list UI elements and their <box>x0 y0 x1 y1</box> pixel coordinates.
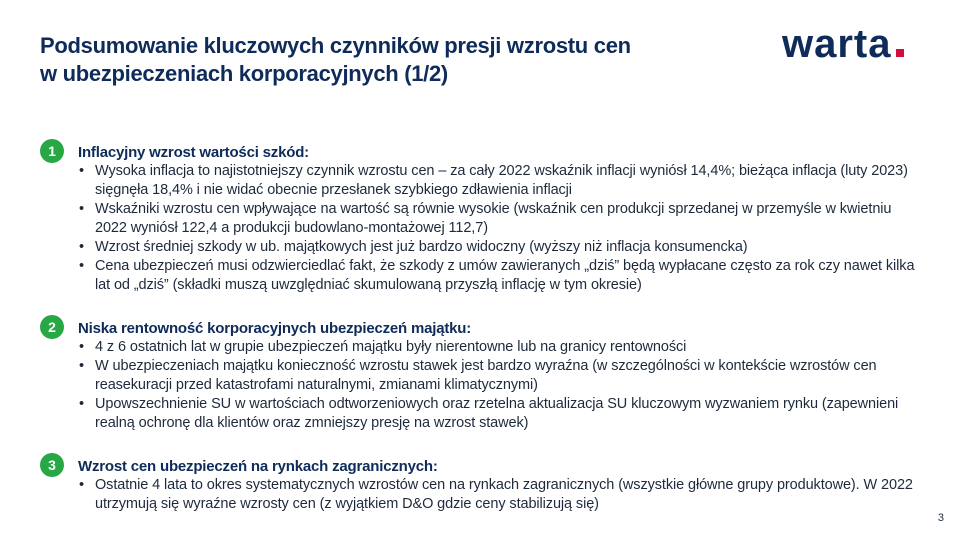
bullet-item: • Upowszechnienie SU w wartościach odtworzeniowych oraz rzetelna aktualizacja SU kluczowym wyzwaniem rynku (zapewnieni realną ochronę dla klientów oraz zmniejszy presję na wzrost stawek) <box>78 395 920 433</box>
page-title <box>40 32 760 88</box>
sections-list <box>40 139 920 534</box>
section-number-badge: 2 <box>40 315 64 339</box>
bullet-list <box>78 476 920 514</box>
logo-dot <box>896 49 904 57</box>
bullet-item: • Ostatnie 4 lata to okres systematycznych wzrostów cen na rynkach zagranicznych (wszystkie główne grupy produktowe). W 2022 utrzymują się wyraźne wzrosty cen (z wyjątkiem D&O gdzie ceny stabilizują się) <box>78 476 920 514</box>
section-heading: Niska rentowność korporacyjnych ubezpieczeń majątku: <box>78 320 472 337</box>
bullet-item: • Wskaźniki wzrostu cen wpływające na wartość są równie wysokie (wskaźnik cen produkcji sprzedanej w przemyśle w kwietniu 2022 wyniósł 122,4 a produkcji budowlano-montażowej 112,7) <box>78 200 920 238</box>
section-number-badge: 1 <box>40 139 64 163</box>
bullet-item: • W ubezpieczeniach majątku konieczność wzrostu stawek jest bardzo wyraźna (w szczególności w kontekście wzrostów cen reasekuracji przed katastrofami naturalnymi, zmianami klimatycznymi) <box>78 357 920 395</box>
section-3 <box>40 453 920 514</box>
section-2 <box>40 315 920 433</box>
section-1 <box>40 139 920 295</box>
bullet-item: • Wzrost średniej szkody w ub. majątkowych jest już bardzo widoczny (wyższy niż inflacja konsumencka) <box>78 238 920 257</box>
section-heading: Wzrost cen ubezpieczeń na rynkach zagranicznych: <box>78 458 438 475</box>
page-title-line-1: Podsumowanie kluczowych czynników presji wzrostu cen <box>40 33 631 58</box>
bullet-item: • Wysoka inflacja to najistotniejszy czynnik wzrostu cen – za cały 2022 wskaźnik inflacji wyniósł 14,4%; bieżąca inflacja (luty 2023) sięgnęła 18,4% i nie widać obecnie przesłanek szybkiego zdławienia inflacji <box>78 162 920 200</box>
bullet-list <box>78 338 920 433</box>
logo-text: warta <box>782 22 892 66</box>
bullet-list <box>78 162 920 295</box>
section-number-badge: 3 <box>40 453 64 477</box>
bullet-item: • Cena ubezpieczeń musi odzwierciedlać fakt, że szkody z umów zawieranych „dziś” będą wypłacane często za rok czy nawet kilka lat od „dziś” (składki muszą uwzględniać skumulowaną przyszłą inflację w tym okresie) <box>78 257 920 295</box>
page-number: 3 <box>937 512 944 524</box>
section-heading: Inflacyjny wzrost wartości szkód: <box>78 144 309 161</box>
page-title-line-2: w ubezpieczeniach korporacyjnych (1/2) <box>40 61 448 86</box>
bullet-item: • 4 z 6 ostatnich lat w grupie ubezpieczeń majątku były nierentowne lub na granicy rentowności <box>78 338 920 357</box>
warta-logo <box>782 22 904 72</box>
